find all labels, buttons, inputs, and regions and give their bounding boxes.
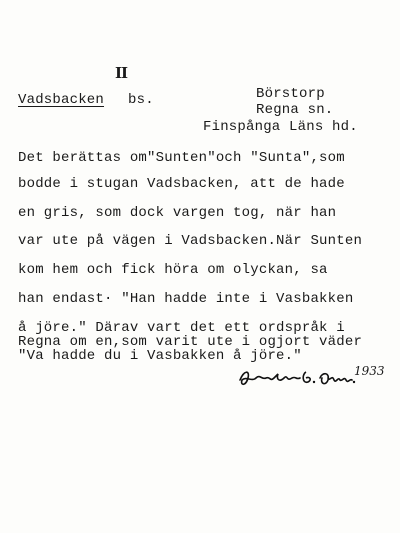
body-line: "Va hadde du i Vasbakken å jöre." — [18, 348, 302, 364]
place-abbreviation: bs. — [128, 92, 154, 108]
body-line: kom hem och fick höra om olyckan, sa — [18, 262, 328, 278]
signature-year: 1933 — [354, 364, 385, 378]
body-line: Det berättas om"Sunten"och "Sunta",som — [18, 150, 345, 166]
place-name: Vadsbacken — [18, 92, 105, 108]
location-line-2: Regna sn. — [256, 102, 334, 118]
body-line: han endast· "Han hadde inte i Vasbakken — [18, 291, 354, 307]
body-line: Regna om en,som varit ute i ogjort väder — [18, 334, 363, 350]
body-line: en gris, som dock vargen tog, när han — [18, 205, 337, 221]
body-line: bodde i stugan Vadsbacken, att de hade — [18, 176, 345, 192]
card-numeral: II — [115, 64, 128, 82]
location-line-3: Finspånga Läns hd. — [203, 119, 358, 135]
body-line: var ute på vägen i Vadsbacken.När Sunten — [18, 233, 363, 249]
body-line: å jöre." Därav vart det ett ordspråk i — [18, 320, 345, 336]
location-line-1: Börstorp — [256, 86, 325, 102]
